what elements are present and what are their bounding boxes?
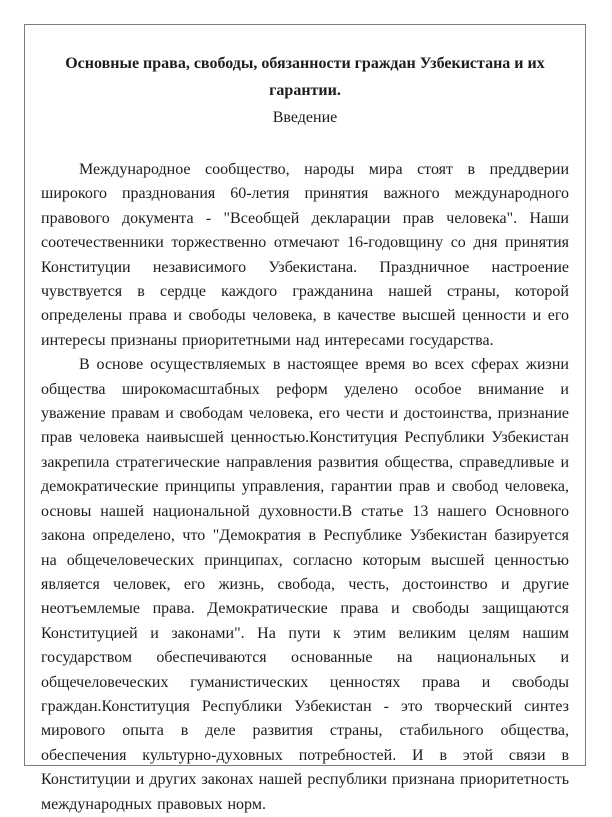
section-heading-introduction: Введение <box>272 109 338 126</box>
page-border-frame <box>24 24 586 813</box>
blank-line-spacer <box>41 131 569 158</box>
document-content <box>41 50 569 817</box>
document-title-line-1: Основные права, свободы, обязанности граждан Узбекистана и их <box>65 55 545 72</box>
document-title-line-2: гарантии. <box>269 82 341 99</box>
body-paragraph-2: В основе осуществляемых в настоящее время во всех сферах жизни общества широкомасштабных реформ уделено особое внимание и уважение правам и свободам человека, его чести и достоинства, признание прав человека наивысшей ценностью.Конституция Республики Узбекистан закрепила стратегические направления развития общества, справедливые и демократические принципы управления, гарантии прав и свобод человека, основы нашей национальной духовности.В статье 13 нашего Основного закона определено, что "Демократия в Республике Узбекистан базируется на общечеловеческих принципах, согласно которым высшей ценностью является человек, его жизнь, свобода, честь, достоинство и другие неотъемлемые права. Демократические права и свободы защищаются Конституцией и законами". На пути к этим великим целям нашим государством обеспечиваются основанные на национальных и общечеловеческих гуманистических ценностях права и свободы граждан.Конституция Республики Узбекистан - это творческий синтез мирового опыта в деле развития страны, стабильного общества, обеспечения культурно-духовных потребностей. И в этой связи в Конституции и других законах нашей республики признана приоритетность международных правовых норм. <box>41 356 569 813</box>
body-paragraph-1: Международное сообщество, народы мира стоят в преддверии широкого празднования 60-летия принятия важного международного правового документа - "Всеобщей декларации прав человека". Наши соотечественники торжественно отмечают 16-годовщину со дня принятия Конституции независимого Узбекистана. Праздничное настроение чувствуется в сердце каждого гражданина нашей страны, которой определены права и свободы человека, в качестве высшей ценности и его интересы признаны приоритетными над интересами государства. <box>41 161 569 349</box>
document-title <box>41 50 569 104</box>
